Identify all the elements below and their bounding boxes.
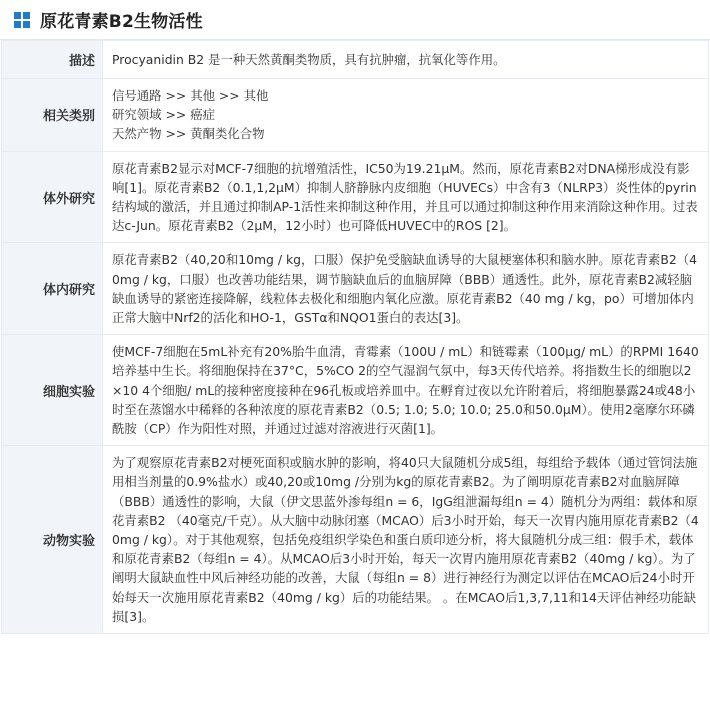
grid-icon [14, 12, 30, 28]
row-label: 动物实验 [2, 446, 103, 634]
row-label: 描述 [2, 41, 103, 79]
row-label: 细胞实验 [2, 335, 103, 446]
in-vivo-text: 原花青素B2（40,20和10mg / kg，口服）保护免受脑缺血诱导的大鼠梗塞体积和脑水肿。原花青素B2（40mg / kg，口服）也改善功能结果，调节脑缺血后的血脑屏障（BBB）通透性。此外，原花青素B2减轻脑缺血诱导的紧密连接降解，线粒体去极化和细胞内氧化应激。原花青素B2（40 mg / kg，po）可增加体内正常大脑中Nrf2的活化和HO-1，GSTα和NQO1蛋白的表达[3]。 [103, 243, 709, 335]
animal-experiment-text: 为了观察原花青素B2对梗死面积或脑水肿的影响，将40只大鼠随机分成5组，每组给予载体（通过管饲法施用相当剂量的0.9%盐水）或40,20或10mg /分别为kg的原花青素B2。为了阐明原花青素B2对血脑屏障（BBB）通透性的影响，大鼠（伊文思蓝外渗每组n = 6，IgG组泄漏每组n = 4）随机分为两组：载体和原花青素B2 （40毫克/千克）。从大脑中动脉闭塞（MCAO）后3小时开始，每天一次胃内施用原花青素B2（40mg / kg）。对于其他观察，包括免疫组织学染色和蛋白质印迹分析，将大鼠随机分成三组：假手术，载体和原花青素B2（每组n = 4）。从MCAO后3小时开始，每天一次胃内施用原花青素B2（40mg / kg）。为了阐明大鼠缺血性中风后神经功能的改善，大鼠（每组n = 8）进行神经行为测定以评估在MCAO后24小时开始每天一次施用原花青素B2（40mg / kg）后的功能结果。 。在MCAO后1,3,7,11和14天评估神经功能缺损[3]。 [103, 446, 709, 634]
table-row-in-vitro [2, 151, 709, 243]
table-row-description [2, 41, 709, 79]
table-row-related-categories [2, 79, 709, 152]
section-header [0, 0, 710, 40]
category-link-natural-product[interactable]: 天然产物 >> 黄酮类化合物 [112, 126, 265, 142]
in-vitro-text: 原花青素B2显示对MCF-7细胞的抗增殖活性，IC50为19.21μM。然而，原花青素B2对DNA梯形成没有影响[1]。原花青素B2（0.1,1,2μM）抑制人脐静脉内皮细胞（HUVECs）中含有3（NLRP3）炎性体的pyrin结构域的激活，并且通过抑制AP-1活性来抑制这种作用，并且可以通过抑制这种作用来消除这种作用。过表达c-Jun。原花青素B2（2μM，12小时）也可降低HUVEC中的ROS [2]。 [103, 151, 709, 243]
page-title: 原花青素B2生物活性 [40, 12, 203, 32]
activity-table [1, 40, 709, 634]
table-row-cell-experiment [2, 335, 709, 446]
row-label: 体内研究 [2, 243, 103, 335]
description-text: Procyanidin B2 是一种天然黄酮类物质，具有抗肿瘤，抗氧化等作用。 [103, 41, 709, 79]
category-link-signaling[interactable]: 信号通路 >> 其他 >> 其他 [112, 88, 269, 103]
related-categories [103, 79, 709, 152]
table-row-in-vivo [2, 243, 709, 335]
category-link-research[interactable]: 研究领域 >> 癌症 [112, 107, 215, 123]
cell-experiment-text: 使MCF-7细胞在5mL补充有20%胎牛血清，青霉素（100U / mL）和链霉素（100μg/ mL）的RPMI 1640培养基中生长。将细胞保持在37°C，5%CO 2的空气湿润气氛中，每3天传代培养。将指数生长的细胞以2×10 4个细胞/ mL的接种密度接种在96孔板或培养皿中。在孵育过夜以允许附着后，将细胞暴露24或48小时至在蒸馏水中稀释的各种浓度的原花青素B2（0.5; 1.0; 5.0; 10.0; 25.0和50.0μM）。使用2毫摩尔环磷酰胺（CP）作为阳性对照，并通过过滤对溶液进行灭菌[1]。 [103, 335, 709, 446]
row-label: 体外研究 [2, 151, 103, 243]
row-label: 相关类别 [2, 79, 103, 152]
table-row-animal-experiment [2, 446, 709, 634]
